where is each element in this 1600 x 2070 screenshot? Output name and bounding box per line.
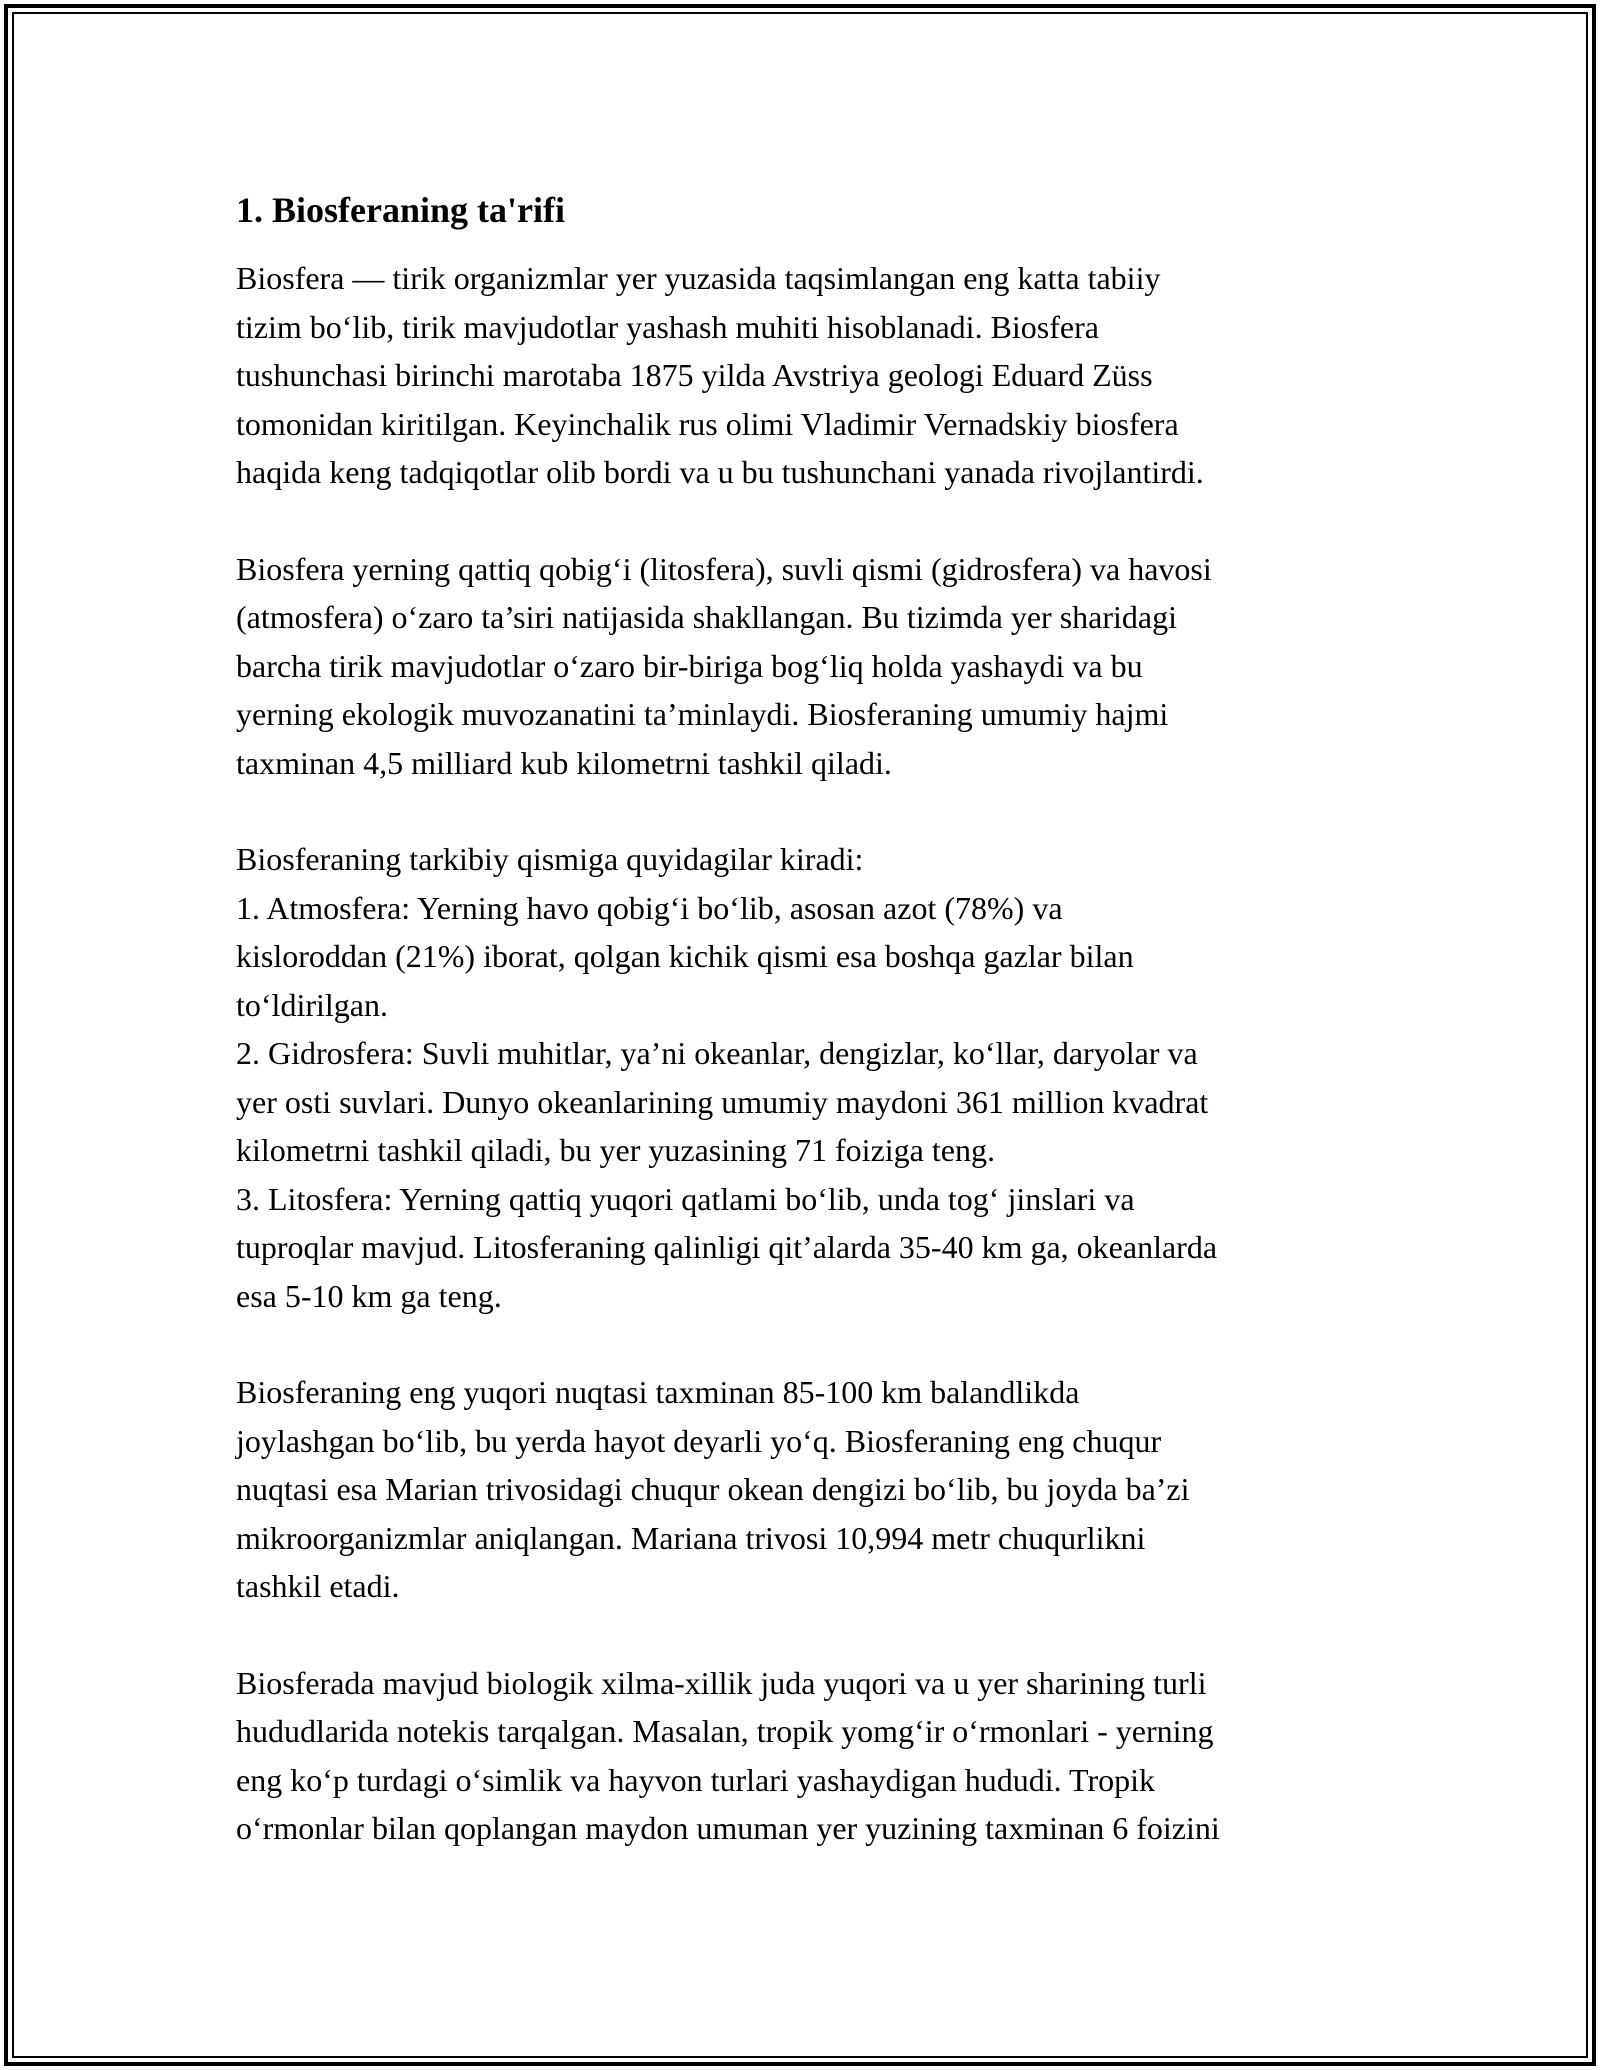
section-heading: 1. Biosferaning ta'rifi	[236, 190, 565, 230]
text-line: yer osti suvlari. Dunyo okeanlarining umumiy maydoni 361 million kvadrat	[236, 1083, 1209, 1120]
text-line: hududlarida notekis tarqalgan. Masalan, tropik yomg‘ir o‘rmonlari - yerning	[236, 1713, 1214, 1749]
paragraph-definition	[236, 254, 1366, 497]
text-line: kisloroddan (21%) iborat, qolgan kichik qismi esa boshqa gazlar bilan	[236, 938, 1134, 974]
text-line: Biosferaning eng yuqori nuqtasi taxminan 85-100 km balandlikda	[236, 1374, 1080, 1410]
text-line: haqida keng tadqiqotlar olib bordi va u bu tushunchani yanada rivojlantirdi.	[236, 454, 1204, 490]
text-line: tashkil etadi.	[236, 1568, 400, 1604]
text-line: yerning ekologik muvozanatini ta’minlaydi. Biosferaning umumiy hajmi	[236, 696, 1169, 732]
paragraph-components-list	[236, 835, 1366, 1320]
text-line: Biosfera yerning qattiq qobig‘i (litosfera), suvli qismi (gidrosfera) va havosi	[236, 550, 1212, 587]
text-line: nuqtasi esa Marian trivosidagi chuqur okean dengizi bo‘lib, bu joyda ba’zi	[236, 1471, 1190, 1507]
text-line: Biosferaning tarkibiy qismiga quyidagilar kiradi:	[236, 841, 864, 877]
document-body	[236, 186, 1366, 1901]
text-line: to‘ldirilgan.	[236, 986, 388, 1023]
text-line: o‘rmonlar bilan qoplangan maydon umuman yer yuzining taxminan 6 foizini	[236, 1810, 1220, 1846]
text-line: tizim bo‘lib, tirik mavjudotlar yashash muhiti hisoblanadi. Biosfera	[236, 308, 1099, 345]
list-item-lithosphere: 3. Litosfera: Yerning qattiq yuqori qatlami bo‘lib, unda tog‘ jinslari va	[236, 1180, 1135, 1217]
text-line: joylashgan bo‘lib, bu yerda hayot deyarli yo‘q. Biosferaning eng chuqur	[236, 1422, 1162, 1459]
text-line: Biosfera — tirik organizmlar yer yuzasida taqsimlangan eng katta tabiiy	[236, 260, 1161, 296]
text-line: taxminan 4,5 milliard kub kilometrni tashkil qiladi.	[236, 744, 892, 781]
text-line: kilometrni tashkil qiladi, bu yer yuzasining 71 foiziga teng.	[236, 1132, 995, 1168]
text-line: esa 5-10 km ga teng.	[236, 1277, 502, 1314]
text-line: Biosferada mavjud biologik xilma-xillik juda yuqori va u yer sharining turli	[236, 1664, 1207, 1701]
text-line: tuproqlar mavjud. Litosferaning qalinligi qit’alarda 35-40 km ga, okeanlarda	[236, 1229, 1218, 1265]
paragraph-composition	[236, 545, 1366, 788]
text-line: tushunchasi birinchi marotaba 1875 yilda Avstriya geologi Eduard Züss	[236, 357, 1153, 393]
text-line: mikroorganizmlar aniqlangan. Mariana trivosi 10,994 metr chuqurlikni	[236, 1519, 1146, 1556]
text-line: eng ko‘p turdagi o‘simlik va hayvon turlari yashaydigan hududi. Tropik	[236, 1761, 1155, 1798]
text-line: tomonidan kiritilgan. Keyinchalik rus olimi Vladimir Vernadskiy biosfera	[236, 405, 1179, 442]
list-item-hydrosphere: 2. Gidrosfera: Suvli muhitlar, ya’ni okeanlar, dengizlar, ko‘llar, daryolar va	[236, 1035, 1198, 1071]
list-item-atmosphere: 1. Atmosfera: Yerning havo qobig‘i bo‘lib, asosan azot (78%) va	[236, 889, 1063, 926]
text-line: barcha tirik mavjudotlar o‘zaro bir-biriga bog‘liq holda yashaydi va bu	[236, 647, 1143, 684]
text-line: (atmosfera) o‘zaro ta’siri natijasida shakllangan. Bu tizimda yer sharidagi	[236, 599, 1177, 635]
paragraph-biodiversity	[236, 1659, 1366, 1853]
paragraph-extent	[236, 1368, 1366, 1611]
